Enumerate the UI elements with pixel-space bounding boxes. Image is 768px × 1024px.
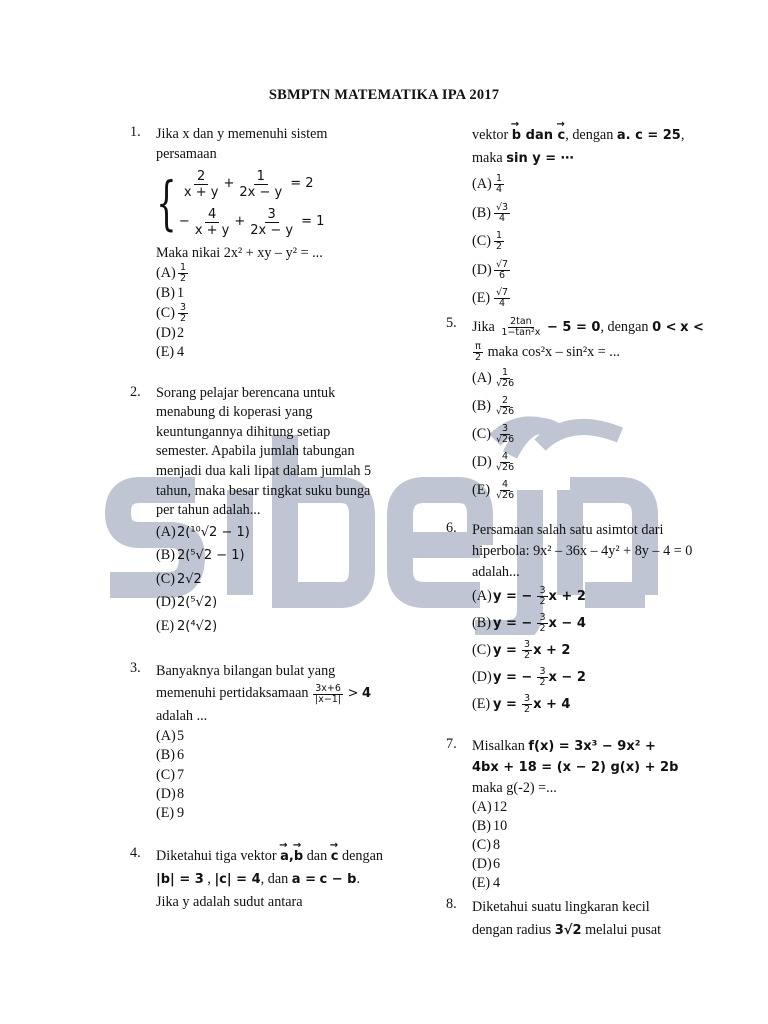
option-label: (A) [156,523,176,540]
question-ask: Maka nikai 2x² + xy – y² = ... [156,245,323,261]
norm-c: |c| = 4 [214,872,261,888]
fraction-numerator: 3 [180,302,187,314]
fraction-numerator: 1 [502,366,509,378]
option-d[interactable] [472,664,717,691]
question-text: , dan [260,871,289,888]
fraction-numerator: π [475,340,481,352]
question-text: maka cos²x – sin²x = ... [487,343,620,360]
option-text: y = − [493,669,533,685]
question-8 [446,896,716,942]
vector-a: → a [280,845,289,868]
option-b[interactable] [472,199,712,228]
option-text: y = − [493,615,533,631]
option-e[interactable] [472,284,712,313]
fraction-numerator: 3 [539,584,546,596]
question-text: Sorang pelajar berencana untuk menabung di koperasi yang keuntungannya dihitung setiap semester. Apabila jumlah tabungan menjadi dua kali lipat dalam jumlah 5 tahun, maka besar tingkat suku bunga per tahun adalah... [156,384,372,519]
plus-sign: + [223,176,235,191]
option-text: y = − [493,588,533,604]
option-c[interactable] [156,303,390,324]
question-text: . Jika y adalah sudut antara [156,871,361,911]
option-label: (B) [156,285,175,301]
option-a[interactable] [156,727,390,746]
fraction-numerator: 3 [524,638,531,650]
option-text: y = [493,642,517,658]
option-d[interactable] [156,785,390,804]
question-number: 4. [130,845,141,862]
fraction-denominator: x + y [183,184,219,200]
question-text: , dengan [600,318,649,335]
option-text: 5 [177,728,185,745]
option-e[interactable] [156,615,390,639]
question-7 [446,736,716,894]
option-label: (C) [156,570,175,587]
question-text: adalah ... [156,708,208,725]
option-label: (B) [156,747,175,764]
option-label: (A) [472,176,492,192]
question-text: melalui pusat [585,921,662,938]
fraction-numerator: 1 [180,262,187,273]
vector-c: → c [558,125,566,147]
equation-rhs: = 1 [301,214,325,229]
option-label: (C) [472,641,491,658]
option-c[interactable] [472,227,712,256]
option-a[interactable] [472,798,717,817]
fraction-denominator: 2 [180,273,187,284]
right-column [446,124,716,942]
fraction-numerator: √3 [496,201,509,213]
plus-sign: + [234,214,246,229]
option-d[interactable] [472,256,712,285]
question-2 [130,384,390,639]
option-e[interactable] [156,804,390,823]
answer-options [472,583,717,718]
question-number: 2. [130,383,141,400]
option-text: 4 [493,875,501,892]
fraction-numerator: 3 [539,665,546,677]
norm-b: |b| = 3 [156,872,204,888]
equation-rhs: = 2 [290,176,314,191]
option-text: 2(¹⁰√2 − 1) [177,524,250,540]
question-text: Diketahui tiga vektor [156,848,277,865]
option-text: 2(⁵√2) [177,595,218,611]
fraction-denominator: 2x − y [239,184,283,200]
option-label: (E) [156,805,175,822]
option-b[interactable] [156,746,390,765]
question-text: 4 [362,686,372,702]
question-text: dan [306,848,328,865]
fraction-numerator: 1 [496,230,503,242]
option-text: 2(⁴√2) [177,618,218,634]
question-text: Jika [472,318,495,335]
option-label: (C) [156,304,175,321]
option-label: (B) [472,817,491,834]
question-5 [446,315,716,504]
comma: , [288,849,294,865]
page-title: SBMPTN MATEMATIKA IPA 2017 [268,87,500,103]
fraction-denominator: 2 [180,313,187,325]
vector-b: → b [512,125,521,147]
answer-options [472,364,717,504]
question-4: 4. Diketahui tiga vektor → a,→ b dan → c dengan |b| = 3 , |c| = 4, dan a = c − b. Jika y adalah sudut antara [130,845,390,914]
option-label: (E) [472,481,491,498]
option-c[interactable] [472,420,717,448]
fraction-numerator: 2 [194,169,208,185]
option-label: (A) [156,264,176,281]
option-label: (C) [472,233,491,249]
option-text: 2√2 [177,571,202,587]
option-e[interactable] [472,691,717,718]
fraction-numerator: 3 [524,692,531,704]
fraction-denominator: √26 [496,405,515,417]
option-text: 7 [177,766,185,783]
fraction-denominator: 2 [475,351,482,363]
option-text: 6 [177,747,185,764]
option-text: 8 [177,785,185,802]
option-label: (B) [472,204,491,221]
question-3 [130,660,390,823]
fraction-denominator: √26 [496,433,515,445]
polynomial-equation: f(x) = 3x³ − 9x² + [528,738,656,754]
question-4-continued [446,124,716,313]
option-e[interactable] [472,476,717,504]
option-label: (D) [156,785,176,802]
option-label: (D) [472,668,492,685]
option-text: x + 4 [533,696,571,712]
option-c[interactable] [156,568,390,592]
option-text: x − 4 [548,615,586,631]
fraction-numerator: 4 [502,450,509,462]
option-label: (A) [472,798,492,815]
question-ask: maka g(-2) =... [472,779,557,796]
fraction-numerator: 3x+6 [315,682,341,694]
minus-sign: − [178,214,190,229]
question-number: 7. [446,735,457,752]
option-text: 2(⁵√2 − 1) [177,548,245,564]
answer-options [156,521,390,639]
fraction-denominator: √26 [496,489,515,501]
vector-b: → b [294,845,303,868]
question-text: dengan [342,848,383,865]
fraction-denominator: |x−1| [315,693,342,705]
option-text: 2 [177,325,185,342]
fraction-denominator: 2x − y [250,222,294,238]
option-d[interactable] [156,591,390,615]
answer-options [156,263,390,363]
greater-than: > [347,686,359,702]
option-label: (D) [156,594,176,611]
fraction-numerator: √7 [496,287,509,299]
dot-product: a. c = 25 [616,128,681,143]
option-label: (D) [472,453,492,470]
inequality: x < [680,319,704,335]
option-label: (D) [156,325,176,342]
fraction-denominator: 2 [496,241,503,253]
option-text: 10 [493,817,508,834]
polynomial-equation: 4bx + 18 = (x − 2) g(x) + 2b [472,759,679,775]
option-b[interactable] [472,610,717,637]
fraction-denominator: 1−tan²x [501,326,541,338]
option-label: (D) [472,261,492,278]
option-a[interactable] [472,364,717,392]
fraction-denominator: 4 [496,184,503,196]
question-number: 8. [446,895,457,912]
question-number: 3. [130,660,141,677]
radius-value: 3√2 [554,922,582,938]
option-label: (E) [156,617,175,634]
fraction-numerator: 3 [539,611,546,623]
fraction-denominator: 2 [524,703,531,715]
option-text: 9 [177,805,185,822]
question-text: maka [472,150,503,166]
question-6 [446,520,716,718]
question-ask: sin y = ⋯ [506,151,574,166]
fraction-denominator: 2 [539,622,546,634]
fraction-numerator: 2 [502,394,509,406]
fraction-denominator: 4 [499,298,506,310]
option-label: (B) [156,547,175,564]
option-label: (E) [472,875,491,892]
option-d[interactable] [472,855,717,874]
question-number: 1. [130,124,141,140]
option-b[interactable] [156,284,390,303]
inequality: 0 < [652,319,677,335]
fraction-numerator: 4 [502,478,509,490]
option-label: (D) [472,856,492,873]
question-number: 5. [446,314,457,331]
answer-options [472,798,717,894]
vector-equation: a = [291,872,316,888]
option-a[interactable] [472,170,712,199]
fraction-denominator: 6 [499,269,506,281]
fraction-numerator: 1 [254,169,268,185]
question-text: dan [525,128,553,143]
option-a[interactable] [156,263,390,284]
option-text: x + 2 [533,642,571,658]
option-text: 6 [493,856,501,873]
question-text: , dengan [565,127,614,143]
question-1 [130,124,390,363]
option-text: x + 2 [548,588,586,604]
option-label: (A) [156,728,176,745]
option-a[interactable] [156,521,390,545]
equation-system [156,165,390,241]
question-text: Persamaan salah satu asimtot dari hiperbola: 9x² – 36x – 4y² + 8y – 4 = 0 adalah... [472,521,693,580]
option-label: (C) [472,425,491,442]
option-label: (B) [472,397,491,414]
answer-options [472,170,712,313]
fraction-numerator: 2tan [510,315,532,327]
equation-rhs: − 5 = 0 [546,319,601,335]
fraction-denominator: √26 [496,461,515,473]
option-label: (C) [156,766,175,783]
fraction-denominator: 2 [539,676,546,688]
option-text: 8 [493,836,501,853]
question-text: Misalkan [472,737,525,754]
option-text: y = [493,696,517,712]
left-column [130,124,390,914]
fraction-numerator: √7 [496,258,509,270]
question-text: Jika x dan y memenuhi sistem persamaan [156,126,328,162]
fraction-denominator: 4 [499,212,506,224]
fraction-numerator: 3 [502,422,509,434]
option-c[interactable] [156,766,390,785]
fraction-denominator: x + y [194,222,230,238]
fraction-numerator: 3 [265,207,279,223]
question-number: 6. [446,519,457,536]
option-d[interactable] [156,324,390,343]
fraction-denominator: 2 [524,649,531,661]
option-text: 1 [177,285,185,301]
question-text: Banyaknya bilangan bulat yang memenuhi pertidaksamaan [156,663,336,702]
vector-c: → c [331,845,339,868]
option-label: (A) [472,587,492,604]
option-label: (A) [472,369,492,386]
question-text: vektor [472,127,509,143]
question-text: Diketahui suatu lingkaran kecil [472,898,650,915]
option-label: (E) [472,290,491,306]
option-e[interactable] [472,874,717,893]
option-label: (E) [472,695,491,712]
question-text: , [680,127,685,143]
option-text: x − 2 [548,669,586,685]
option-e[interactable] [156,343,390,362]
option-b[interactable] [156,544,390,568]
brace-icon: { [156,169,177,237]
option-c[interactable] [472,836,717,855]
option-a[interactable] [472,583,717,610]
option-b[interactable] [472,392,717,420]
fraction-numerator: 4 [205,207,219,223]
option-label: (B) [472,614,491,631]
option-label: (C) [472,836,491,853]
option-text: 12 [493,798,508,815]
option-d[interactable] [472,448,717,476]
fraction-denominator: √26 [496,377,515,389]
option-text: 4 [177,344,185,361]
question-text: dengan radius [472,921,552,938]
fraction-denominator: 2 [539,595,546,607]
answer-options [156,727,390,823]
fraction-numerator: 1 [496,173,503,185]
option-b[interactable] [472,817,717,836]
option-c[interactable] [472,637,717,664]
vector-equation: c − b [319,872,357,888]
option-label: (E) [156,344,175,361]
